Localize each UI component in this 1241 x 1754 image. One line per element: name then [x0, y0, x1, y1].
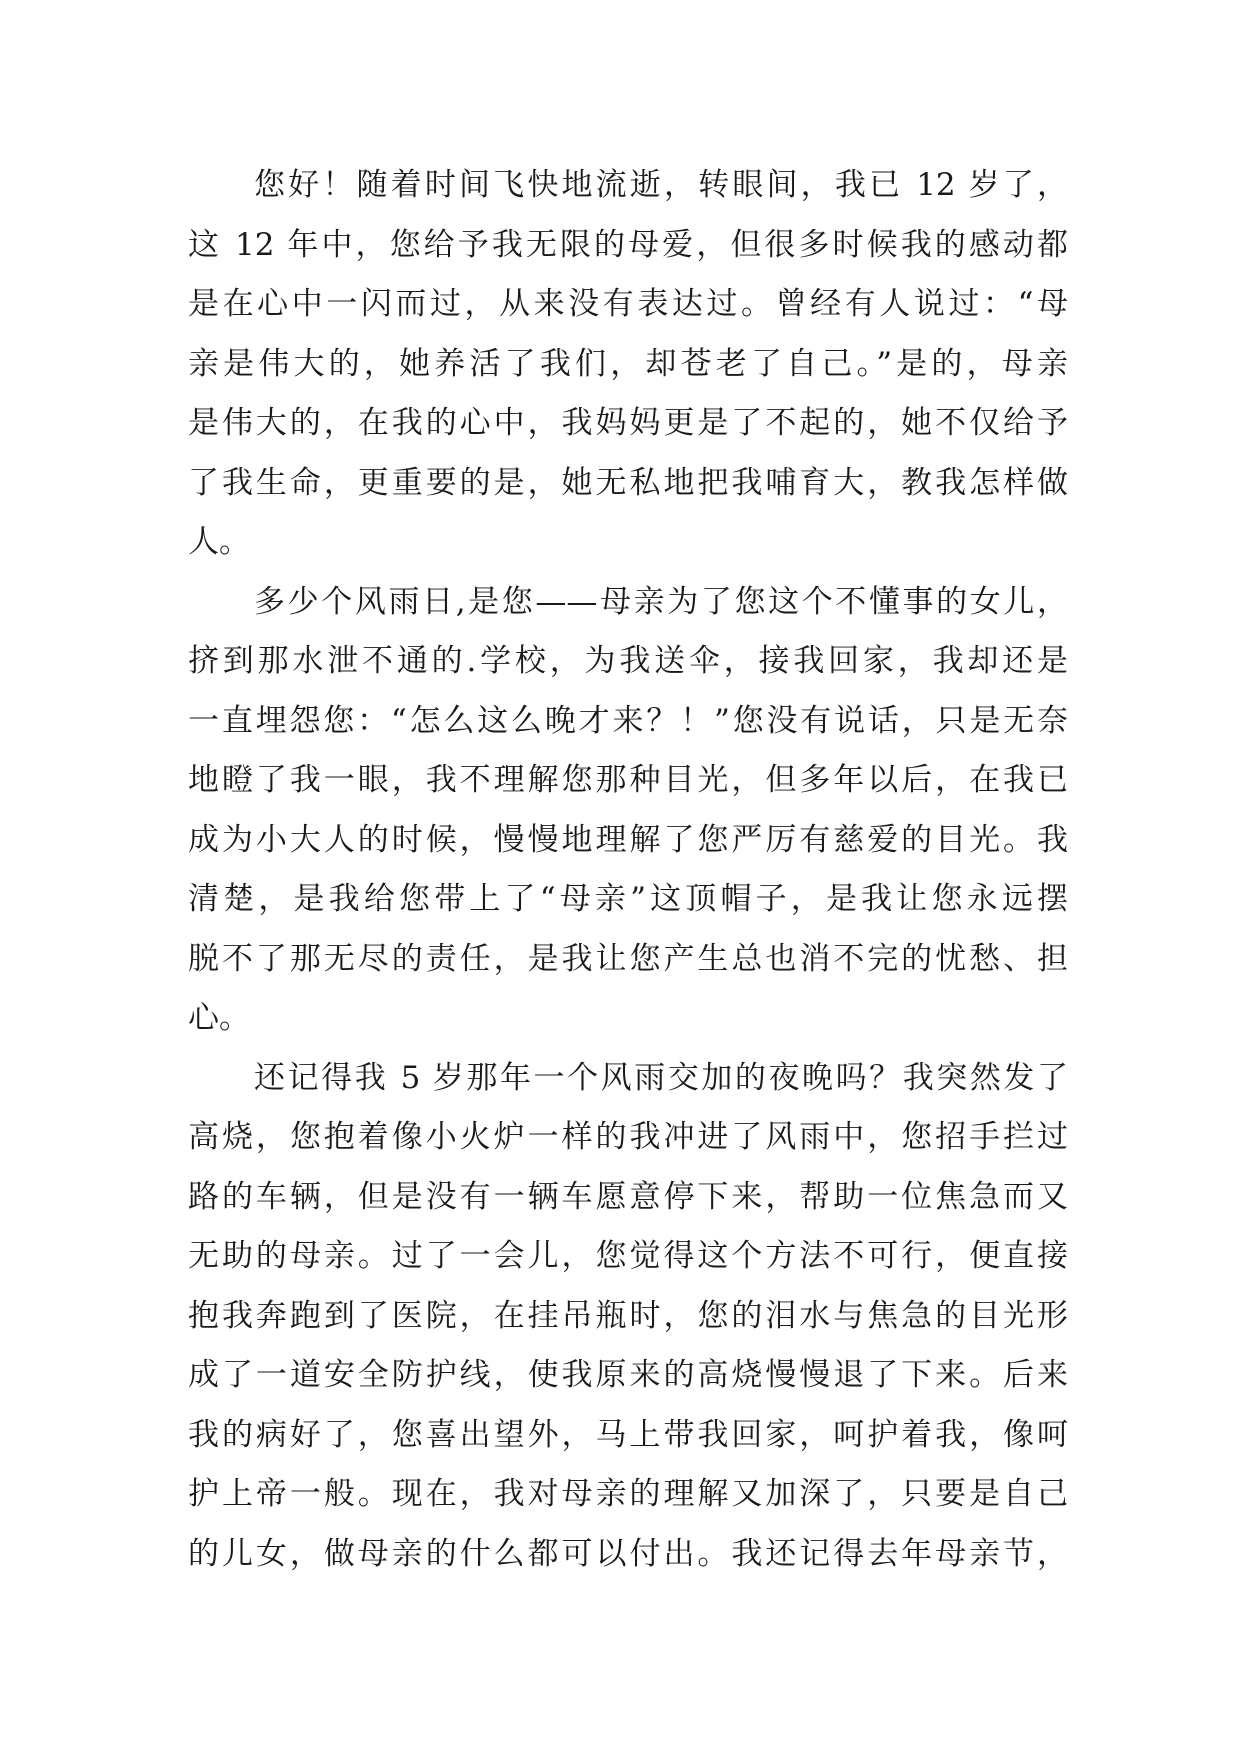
text-line: 成为小大人的时候，慢慢地理解了您严厉有慈爱的目光。我	[188, 821, 1068, 858]
paragraph-3	[188, 1049, 1068, 1585]
text-line: 是在心中一闪而过，从来没有表达过。曾经有人说过：“母	[188, 286, 1068, 322]
text-line: 心。	[188, 1000, 250, 1036]
letter-body	[188, 156, 1068, 1584]
text-line: 无助的母亲。过了一会儿，您觉得这个方法不可行，便直接	[188, 1238, 1068, 1274]
paragraph-1	[188, 156, 1068, 573]
text-line: 高烧，您抱着像小火炉一样的我冲进了风雨中，您招手拦过	[188, 1119, 1068, 1155]
text-line: 是伟大的，在我的心中，我妈妈更是了不起的，她不仅给予	[188, 405, 1068, 441]
text-line: 脱不了那无尽的责任，是我让您产生总也消不完的忧愁、担	[188, 940, 1068, 977]
text-line: 路的车辆，但是没有一辆车愿意停下来，帮助一位焦急而又	[188, 1178, 1068, 1215]
text-line: 这 12 年中，您给予我无限的母爱，但很多时候我的感动都	[188, 226, 1068, 263]
text-line: 挤到那水泄不通的.学校，为我送伞，接我回家，我却还是	[188, 643, 1068, 679]
text-line: 我的病好了，您喜出望外，马上带我回家，呵护着我，像呵	[188, 1416, 1068, 1453]
text-line: 的儿女，做母亲的什么都可以付出。我还记得去年母亲节，	[188, 1535, 1068, 1572]
text-line: 人。	[188, 524, 250, 560]
text-line: 亲是伟大的，她养活了我们，却苍老了自己。”是的，母亲	[188, 345, 1068, 382]
text-line: 地瞪了我一眼，我不理解您那种目光，但多年以后，在我已	[188, 762, 1068, 798]
text-line: 清楚，是我给您带上了“母亲”这顶帽子，是我让您永远摆	[188, 881, 1068, 917]
text-line: 了我生命，更重要的是，她无私地把我哺育大，教我怎样做	[188, 464, 1068, 501]
text-line: 您好！随着时间飞快地流逝，转眼间，我已 12 岁了，	[254, 167, 1068, 203]
paragraph-2	[188, 573, 1068, 1049]
text-line: 还记得我 5 岁那年一个风雨交加的夜晚吗？我突然发了	[254, 1059, 1068, 1096]
text-line: 护上帝一般。现在，我对母亲的理解又加深了，只要是自己	[188, 1476, 1068, 1512]
text-line: 一直埋怨您：“怎么这么晚才来？！”您没有说话，只是无奈	[188, 702, 1068, 739]
text-line: 抱我奔跑到了医院，在挂吊瓶时，您的泪水与焦急的目光形	[188, 1297, 1068, 1334]
text-line: 多少个风雨日,是您——母亲为了您这个不懂事的女儿，	[254, 583, 1068, 620]
text-line: 成了一道安全防护线，使我原来的高烧慢慢退了下来。后来	[188, 1357, 1068, 1393]
